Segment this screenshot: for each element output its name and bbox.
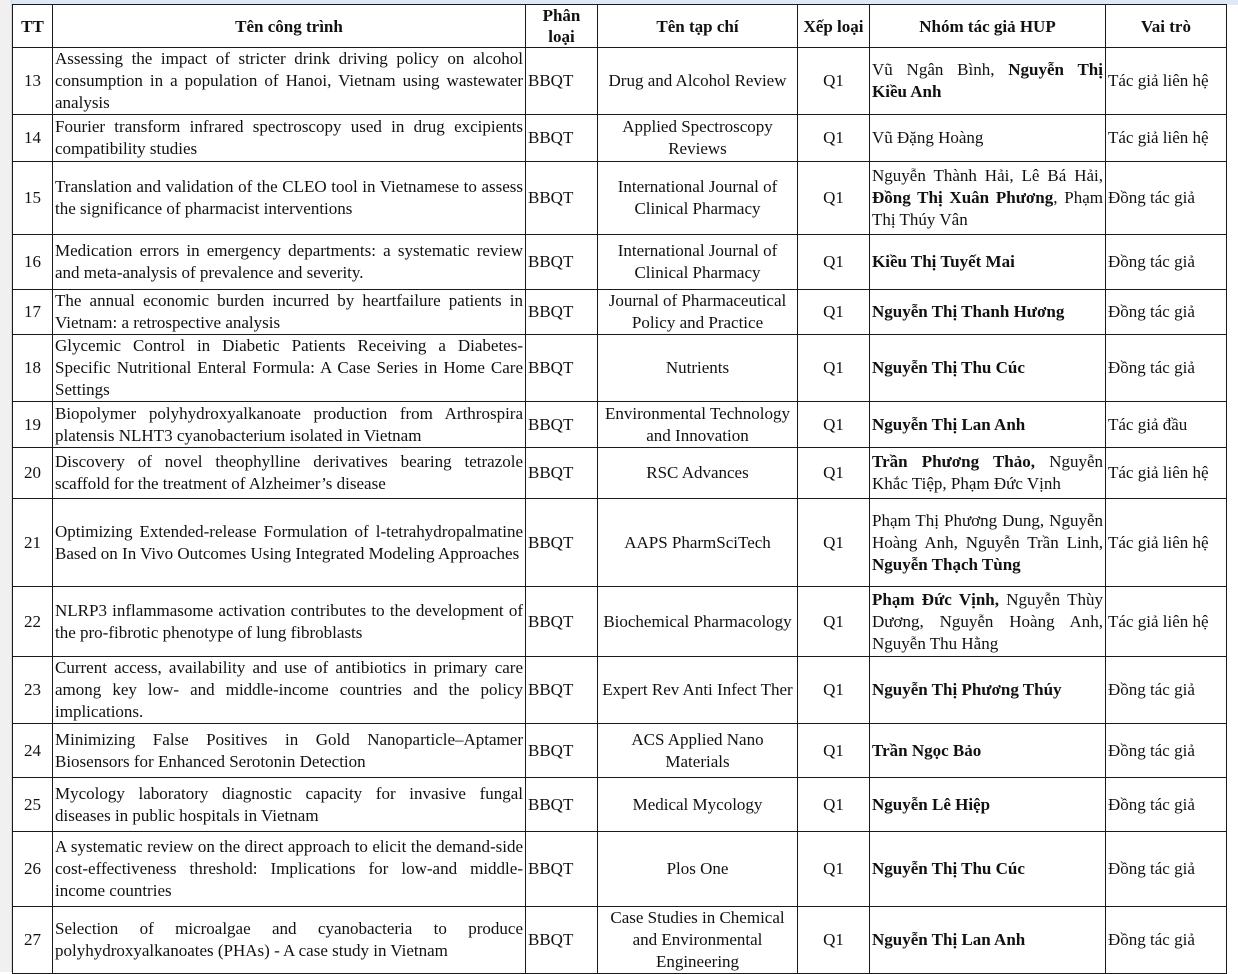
journal-name: International Journal of Clinical Pharmacy (598, 162, 798, 235)
hup-authors (870, 402, 1106, 448)
table-row (13, 48, 1227, 115)
publication-title: Optimizing Extended-release Formulation of l-tetrahydropalmatine Based on In Vivo Outcomes Using Integrated Modeling Approaches (53, 499, 526, 587)
publication-category: BBQT (526, 448, 598, 499)
author-role: Đồng tác giả (1106, 235, 1227, 290)
journal-name: Expert Rev Anti Infect Ther (598, 657, 798, 724)
publications-table (12, 4, 1227, 974)
author-name-bold: Nguyễn Lê Hiệp (872, 794, 991, 814)
publication-category: BBQT (526, 499, 598, 587)
table-row (13, 724, 1227, 778)
author-role: Đồng tác giả (1106, 907, 1227, 974)
hup-authors (870, 832, 1106, 907)
hup-authors (870, 290, 1106, 335)
hup-authors (870, 907, 1106, 974)
journal-name: Drug and Alcohol Review (598, 48, 798, 115)
author-role: Tác giả liên hệ (1106, 448, 1227, 499)
hup-authors (870, 499, 1106, 587)
author-role: Đồng tác giả (1106, 657, 1227, 724)
author-name-bold: Trần Ngọc Bảo (872, 740, 982, 760)
publication-title: The annual economic burden incurred by heartfailure patients in Vietnam: a retrospective analysis (53, 290, 526, 335)
journal-name: Case Studies in Chemical and Environmental Engineering (598, 907, 798, 974)
publication-category: BBQT (526, 115, 598, 162)
publication-title: Fourier transform infrared spectroscopy used in drug excipients compatibility studies (53, 115, 526, 162)
publication-title: Selection of microalgae and cyanobacteria to produce polyhydroxyalkanoates (PHAs) - A case study in Vietnam (53, 907, 526, 974)
author-name-bold: Nguyễn Thị Thu Cúc (872, 358, 1025, 377)
journal-name: Journal of Pharmaceutical Policy and Practice (598, 290, 798, 335)
publication-category: BBQT (526, 290, 598, 335)
hup-authors (870, 48, 1106, 115)
author-name: Nguyễn Thành Hải, Lê Bá Hải, (872, 166, 1103, 185)
row-number: 24 (13, 724, 53, 778)
publication-category: BBQT (526, 778, 598, 832)
row-number: 19 (13, 402, 53, 448)
hup-authors (870, 115, 1106, 162)
hup-authors (870, 335, 1106, 402)
author-role: Đồng tác giả (1106, 290, 1227, 335)
publication-category: BBQT (526, 907, 598, 974)
publication-category: BBQT (526, 235, 598, 290)
publication-title: Current access, availability and use of antibiotics in primary care among key low- and middle-income countries and the policy implications. (53, 657, 526, 724)
publication-category: BBQT (526, 587, 598, 657)
header-role: Vai trò (1106, 5, 1227, 48)
journal-rank: Q1 (798, 402, 870, 448)
journal-name: Applied Spectroscopy Reviews (598, 115, 798, 162)
header-tt: TT (13, 5, 53, 48)
row-number: 27 (13, 907, 53, 974)
author-name-bold: Đồng Thị Xuân Phương (872, 188, 1054, 207)
journal-rank: Q1 (798, 290, 870, 335)
publication-category: BBQT (526, 335, 598, 402)
author-name: Nguyễn Thùy Dương, Nguyễn Hoàng Anh, Nguyễn Thu Hằng (872, 589, 1103, 653)
row-number: 17 (13, 290, 53, 335)
author-role: Tác giả liên hệ (1106, 115, 1227, 162)
journal-rank: Q1 (798, 778, 870, 832)
author-name: Phạm Thị Phương Dung, Nguyễn Hoàng Anh, Nguyễn Trần Linh, (872, 510, 1103, 552)
journal-rank: Q1 (798, 335, 870, 402)
header-category: Phân loại (526, 5, 598, 48)
journal-name: International Journal of Clinical Pharmacy (598, 235, 798, 290)
author-name: Nguyễn Khắc Tiệp, Phạm Đức Vịnh (872, 452, 1103, 493)
journal-name: ACS Applied Nano Materials (598, 724, 798, 778)
table-row (13, 335, 1227, 402)
hup-authors (870, 724, 1106, 778)
author-role: Đồng tác giả (1106, 778, 1227, 832)
journal-rank: Q1 (798, 499, 870, 587)
row-number: 22 (13, 587, 53, 657)
journal-name: Environmental Technology and Innovation (598, 402, 798, 448)
publication-title: NLRP3 inflammasome activation contributes to the development of the pro-fibrotic phenotype of lung fibroblasts (53, 587, 526, 657)
row-number: 20 (13, 448, 53, 499)
author-name-bold: Nguyễn Thị Thu Cúc (872, 859, 1025, 878)
journal-name: Biochemical Pharmacology (598, 587, 798, 657)
hup-authors (870, 162, 1106, 235)
table-row (13, 587, 1227, 657)
journal-name: Nutrients (598, 335, 798, 402)
journal-rank: Q1 (798, 162, 870, 235)
journal-rank: Q1 (798, 907, 870, 974)
author-name-bold: Kiều Thị Tuyết Mai (872, 252, 1015, 271)
publication-title: Translation and validation of the CLEO tool in Vietnamese to assess the significance of pharmacist interventions (53, 162, 526, 235)
hup-authors (870, 657, 1106, 724)
header-row (13, 5, 1227, 48)
journal-rank: Q1 (798, 657, 870, 724)
table-body (13, 48, 1227, 974)
journal-name: Medical Mycology (598, 778, 798, 832)
header-authors: Nhóm tác giả HUP (870, 5, 1106, 48)
publication-category: BBQT (526, 48, 598, 115)
author-role: Tác giả liên hệ (1106, 48, 1227, 115)
journal-rank: Q1 (798, 832, 870, 907)
row-number: 23 (13, 657, 53, 724)
table-row (13, 290, 1227, 335)
table-row (13, 448, 1227, 499)
journal-rank: Q1 (798, 448, 870, 499)
table-row (13, 778, 1227, 832)
author-name-bold: Nguyễn Thị Thanh Hương (872, 302, 1065, 321)
publication-title: Minimizing False Positives in Gold Nanoparticle–Aptamer Biosensors for Enhanced Serotonin Detection (53, 724, 526, 778)
author-role: Đồng tác giả (1106, 162, 1227, 235)
author-role: Tác giả liên hệ (1106, 587, 1227, 657)
left-margin (0, 0, 12, 972)
author-role: Đồng tác giả (1106, 832, 1227, 907)
author-role: Đồng tác giả (1106, 335, 1227, 402)
row-number: 16 (13, 235, 53, 290)
author-name-bold: Trần Phương Thảo, (872, 452, 1036, 471)
author-name: Vũ Đặng Hoàng (872, 128, 984, 147)
publication-title: Mycology laboratory diagnostic capacity for invasive fungal diseases in public hospitals in Vietnam (53, 778, 526, 832)
publication-category: BBQT (526, 832, 598, 907)
publication-category: BBQT (526, 162, 598, 235)
row-number: 13 (13, 48, 53, 115)
hup-authors (870, 235, 1106, 290)
table-row (13, 162, 1227, 235)
header-title: Tên công trình (53, 5, 526, 48)
author-name-bold: Nguyễn Thạch Tùng (872, 554, 1021, 574)
author-role: Đồng tác giả (1106, 724, 1227, 778)
table-row (13, 402, 1227, 448)
journal-name: AAPS PharmSciTech (598, 499, 798, 587)
publication-category: BBQT (526, 724, 598, 778)
author-role: Tác giả liên hệ (1106, 499, 1227, 587)
journal-name: Plos One (598, 832, 798, 907)
table-row (13, 832, 1227, 907)
row-number: 26 (13, 832, 53, 907)
publication-title: A systematic review on the direct approach to elicit the demand-side cost-effectiveness threshold: Implications for low-and middle-income countries (53, 832, 526, 907)
hup-authors (870, 587, 1106, 657)
header-journal: Tên tạp chí (598, 5, 798, 48)
journal-name: RSC Advances (598, 448, 798, 499)
journal-rank: Q1 (798, 115, 870, 162)
author-name-bold: Nguyễn Thị Kiều Anh (872, 60, 1103, 101)
publication-category: BBQT (526, 402, 598, 448)
author-name: Vũ Ngân Bình, (872, 60, 1009, 79)
journal-rank: Q1 (798, 48, 870, 115)
author-name-bold: Phạm Đức Vịnh, (872, 589, 999, 609)
publication-category: BBQT (526, 657, 598, 724)
publication-title: Glycemic Control in Diabetic Patients Receiving a Diabetes-Specific Nutritional Enteral Formula: A Case Series in Home Care Settings (53, 335, 526, 402)
row-number: 21 (13, 499, 53, 587)
publication-title: Medication errors in emergency departments: a systematic review and meta-analysis of prevalence and severity. (53, 235, 526, 290)
author-name-bold: Nguyễn Thị Lan Anh (872, 930, 1026, 949)
publication-title: Discovery of novel theophylline derivatives bearing tetrazole scaffold for the treatment of Alzheimer’s disease (53, 448, 526, 499)
table-row (13, 115, 1227, 162)
row-number: 14 (13, 115, 53, 162)
journal-rank: Q1 (798, 235, 870, 290)
author-name-bold: Nguyễn Thị Phương Thúy (872, 680, 1062, 699)
table-row (13, 657, 1227, 724)
author-name-bold: Nguyễn Thị Lan Anh (872, 414, 1026, 434)
journal-rank: Q1 (798, 587, 870, 657)
row-number: 25 (13, 778, 53, 832)
table-row (13, 499, 1227, 587)
publication-title: Biopolymer polyhydroxyalkanoate production from Arthrospira platensis NLHT3 cyanobacterium isolated in Vietnam (53, 402, 526, 448)
row-number: 15 (13, 162, 53, 235)
row-number: 18 (13, 335, 53, 402)
journal-rank: Q1 (798, 724, 870, 778)
header-rank: Xếp loại (798, 5, 870, 48)
publication-title: Assessing the impact of stricter drink driving policy on alcohol consumption in a population of Hanoi, Vietnam using wastewater analysis (53, 48, 526, 115)
table-row (13, 235, 1227, 290)
author-name: , Phạm Thị Thúy Vân (872, 188, 1103, 229)
table-row (13, 907, 1227, 974)
hup-authors (870, 778, 1106, 832)
hup-authors (870, 448, 1106, 499)
author-role: Tác giả đầu (1106, 402, 1227, 448)
